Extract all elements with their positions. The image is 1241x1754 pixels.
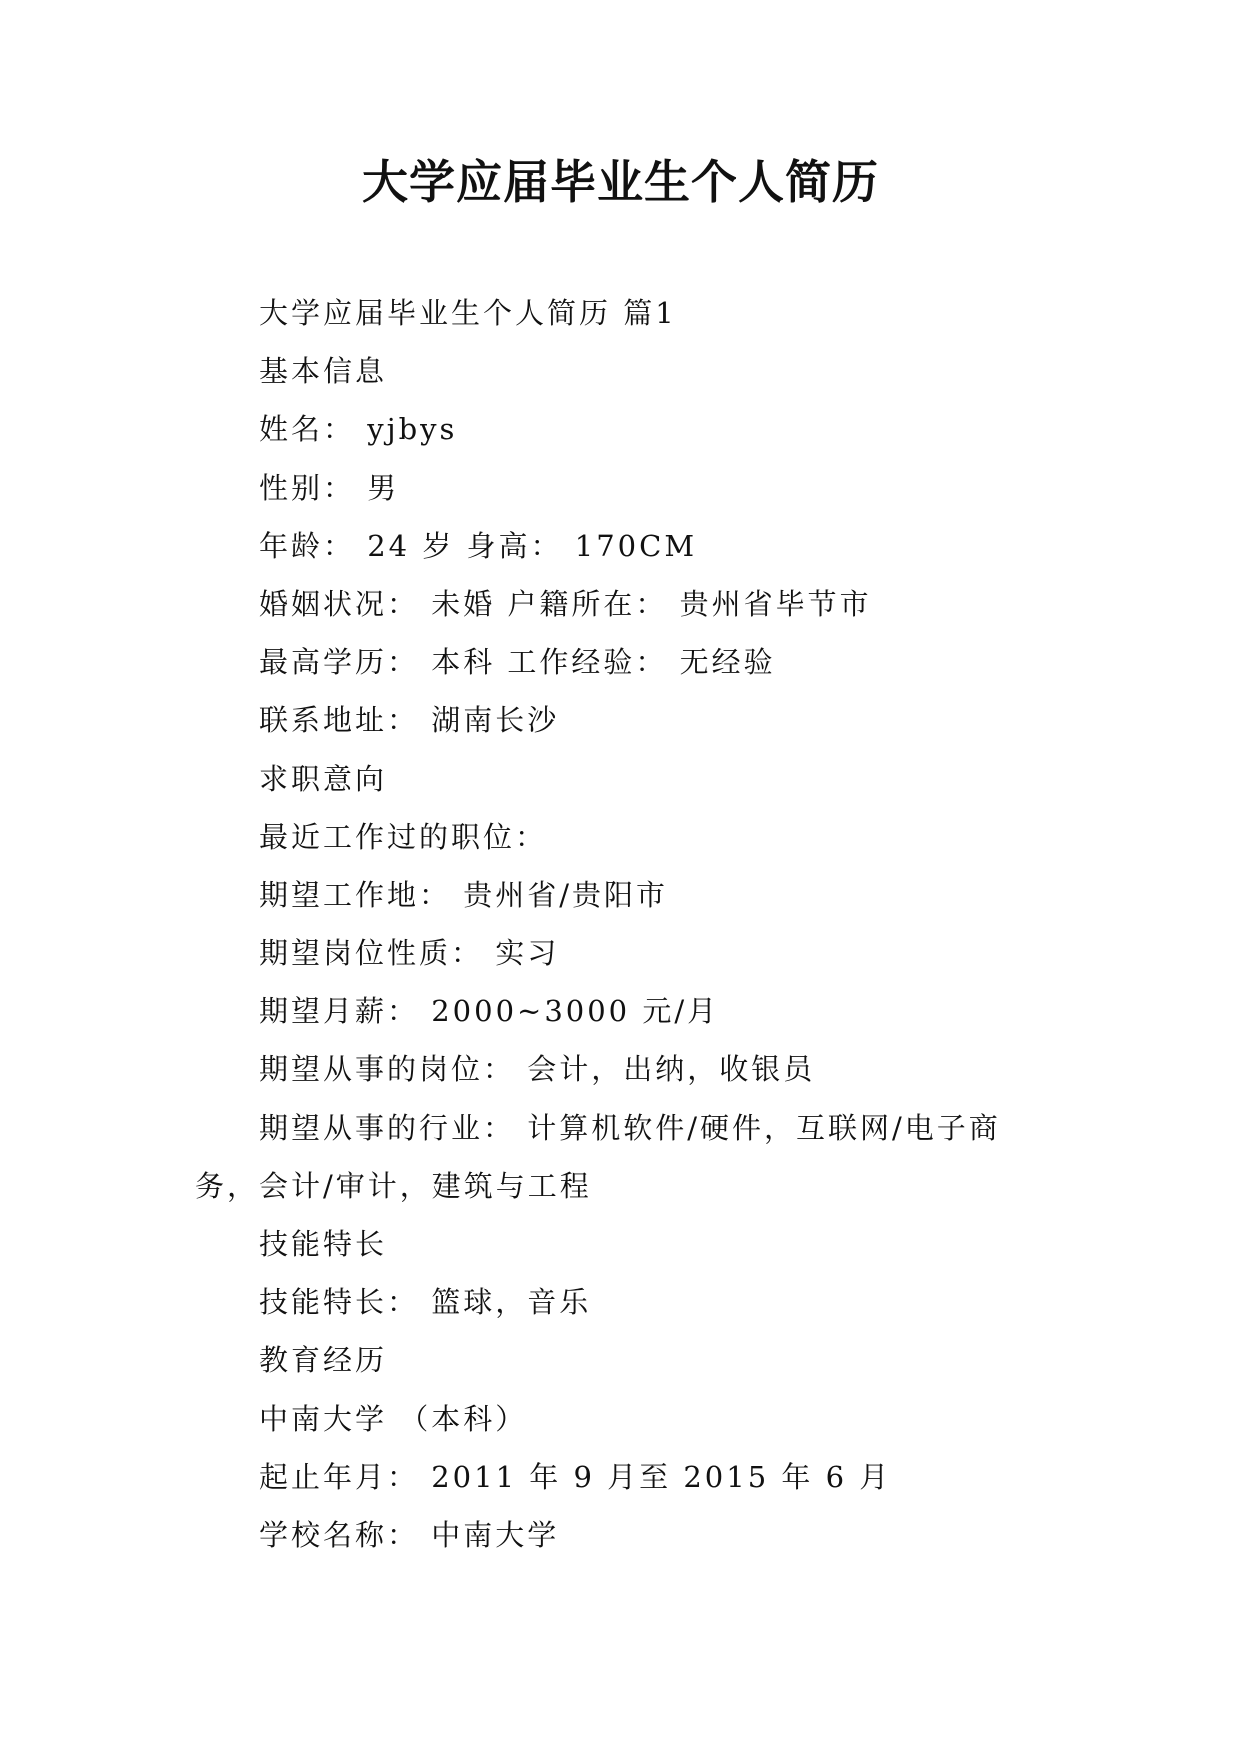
education-school-degree: 中南大学 （本科） [259, 1401, 528, 1436]
document-title: 大学应届毕业生个人简历 [362, 155, 879, 209]
field-expected-salary: 期望月薪： 2000~3000 元/月 [259, 994, 720, 1029]
section-basic-info: 基本信息 [259, 354, 388, 389]
field-education-experience: 最高学历： 本科 工作经验： 无经验 [259, 645, 776, 680]
field-skills: 技能特长： 篮球，音乐 [259, 1285, 592, 1320]
field-recent-position: 最近工作过的职位： [259, 819, 548, 854]
section-job-intention: 求职意向 [259, 761, 388, 796]
field-name: 姓名： yjbys [259, 412, 458, 447]
field-school-name: 学校名称： 中南大学 [259, 1517, 560, 1552]
field-expected-job-type: 期望岗位性质： 实习 [259, 936, 560, 971]
section-skills: 技能特长 [259, 1227, 388, 1261]
field-age-height: 年龄： 24 岁 身高： 170CM [259, 528, 698, 563]
field-expected-location: 期望工作地： 贵州省/贵阳市 [259, 877, 668, 912]
field-expected-industries: 期望从事的行业： 计算机软件/硬件，互联网/电子商 [259, 1110, 1001, 1145]
field-study-period: 起止年月： 2011 年 9 月至 2015 年 6 月 [259, 1459, 892, 1494]
field-address: 联系地址： 湖南长沙 [259, 703, 560, 738]
field-expected-industries-continued: 务，会计/审计，建筑与工程 [195, 1168, 592, 1203]
field-marital-hukou: 婚姻状况： 未婚 户籍所在： 贵州省毕节市 [259, 586, 872, 621]
document-body [195, 284, 1065, 1564]
section-education: 教育经历 [259, 1343, 388, 1378]
field-gender: 性别： 男 [259, 470, 400, 505]
resume-heading: 大学应届毕业生个人简历 篇1 [259, 296, 677, 330]
field-expected-positions: 期望从事的岗位： 会计，出纳，收银员 [259, 1052, 816, 1087]
